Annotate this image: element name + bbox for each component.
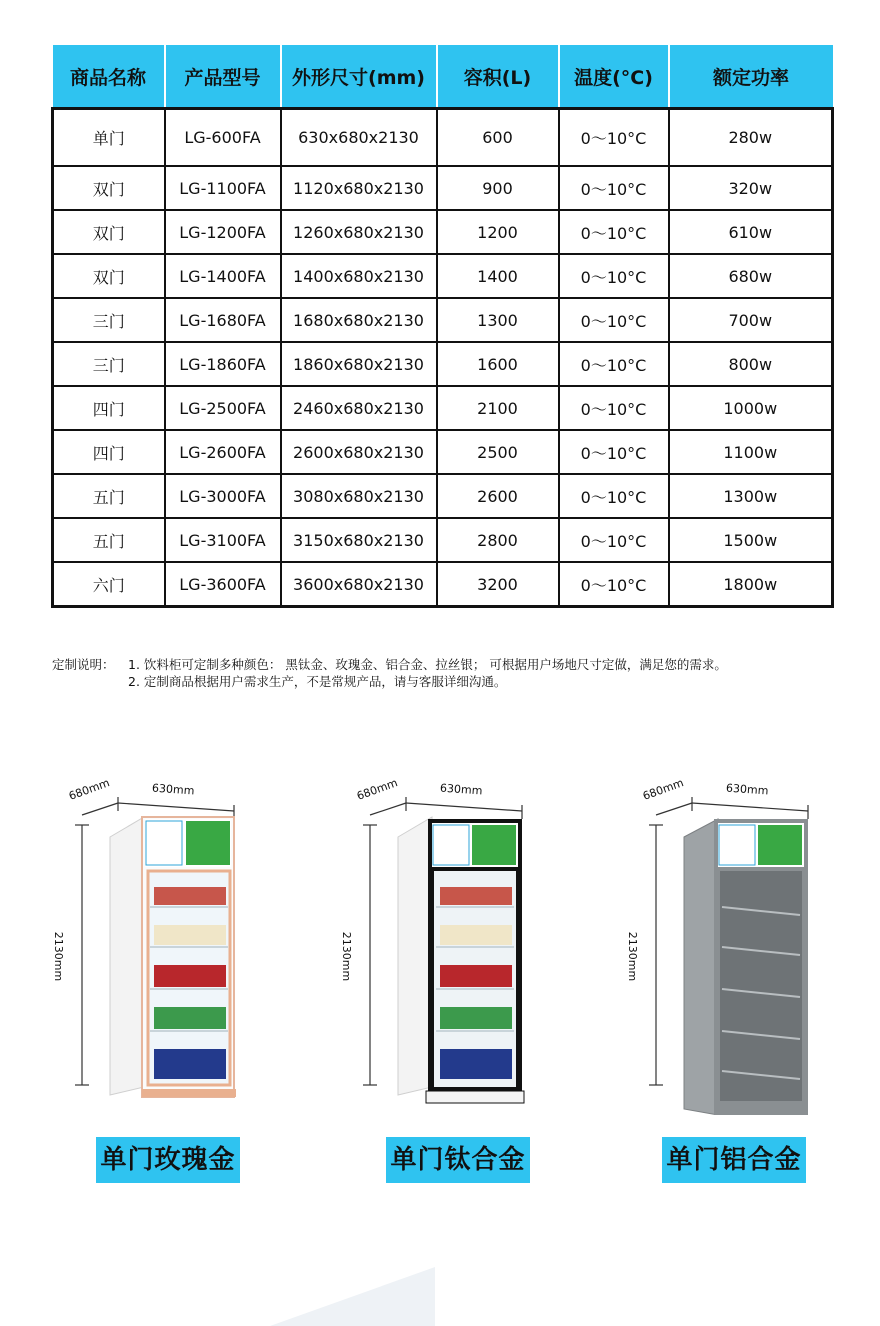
cell-product-name: 六门 — [53, 562, 165, 607]
cell-dimensions: 630x680x2130 — [281, 109, 437, 167]
product-caption: 单门玫瑰金 — [96, 1137, 240, 1183]
fridge-rose-gold-image — [52, 775, 252, 1115]
cell-product-name: 双门 — [53, 254, 165, 298]
depth-label: 680mm — [355, 776, 400, 803]
table-row — [53, 109, 833, 167]
cell-model: LG-1100FA — [165, 166, 281, 210]
product-aluminum — [626, 775, 880, 1185]
cell-power: 320w — [669, 166, 833, 210]
cell-product-name: 四门 — [53, 430, 165, 474]
cell-volume: 1300 — [437, 298, 559, 342]
cell-dimensions: 2460x680x2130 — [281, 386, 437, 430]
cell-power: 1100w — [669, 430, 833, 474]
table-row — [53, 342, 833, 386]
cell-power: 1500w — [669, 518, 833, 562]
height-label: 2130mm — [626, 931, 640, 982]
cell-power: 680w — [669, 254, 833, 298]
cell-model: LG-2500FA — [165, 386, 281, 430]
cell-volume: 1600 — [437, 342, 559, 386]
table-row — [53, 210, 833, 254]
table-row — [53, 386, 833, 430]
header-temperature: 温度(°C) — [559, 45, 669, 109]
spec-table — [51, 45, 834, 608]
cell-model: LG-1680FA — [165, 298, 281, 342]
cell-temperature: 0～10°C — [559, 386, 669, 430]
cell-model: LG-1860FA — [165, 342, 281, 386]
cell-volume: 600 — [437, 109, 559, 167]
height-label: 2130mm — [340, 931, 354, 982]
header-dimensions: 外形尺寸(mm) — [281, 45, 437, 109]
height-label: 2130mm — [52, 931, 66, 982]
cell-power: 800w — [669, 342, 833, 386]
table-row — [53, 518, 833, 562]
cell-power: 700w — [669, 298, 833, 342]
cell-product-name: 双门 — [53, 166, 165, 210]
cell-volume: 1400 — [437, 254, 559, 298]
cell-product-name: 三门 — [53, 298, 165, 342]
cell-dimensions: 1860x680x2130 — [281, 342, 437, 386]
cell-model: LG-1400FA — [165, 254, 281, 298]
cell-volume: 2600 — [437, 474, 559, 518]
cell-product-name: 五门 — [53, 474, 165, 518]
cell-product-name: 四门 — [53, 386, 165, 430]
cell-volume: 1200 — [437, 210, 559, 254]
fridge-titanium-image — [340, 775, 540, 1115]
fridge-aluminum-image — [626, 775, 826, 1115]
cell-temperature: 0～10°C — [559, 474, 669, 518]
cell-power: 610w — [669, 210, 833, 254]
bottom-decoration — [0, 1255, 880, 1326]
note-item-1: 1. 饮料柜可定制多种颜色： 黑钛金、玫瑰金、铝合金、拉丝银； 可根据用户场地尺寸定做，满足您的需求。 — [128, 657, 727, 672]
cell-model: LG-3600FA — [165, 562, 281, 607]
cell-dimensions: 1260x680x2130 — [281, 210, 437, 254]
cell-model: LG-2600FA — [165, 430, 281, 474]
cell-model: LG-1200FA — [165, 210, 281, 254]
cell-volume: 2500 — [437, 430, 559, 474]
table-row — [53, 430, 833, 474]
cell-power: 1800w — [669, 562, 833, 607]
table-row — [53, 298, 833, 342]
depth-label: 680mm — [641, 776, 686, 803]
cell-product-name: 单门 — [53, 109, 165, 167]
cell-dimensions: 3150x680x2130 — [281, 518, 437, 562]
cell-temperature: 0～10°C — [559, 254, 669, 298]
cell-temperature: 0～10°C — [559, 342, 669, 386]
width-label: 630mm — [725, 781, 769, 798]
product-rose-gold — [52, 775, 322, 1185]
cell-product-name: 五门 — [53, 518, 165, 562]
product-titanium — [340, 775, 610, 1185]
cell-volume: 3200 — [437, 562, 559, 607]
header-volume: 容积(L) — [437, 45, 559, 109]
width-label: 630mm — [151, 781, 195, 798]
cell-temperature: 0～10°C — [559, 430, 669, 474]
product-caption: 单门钛合金 — [386, 1137, 530, 1183]
cell-temperature: 0～10°C — [559, 210, 669, 254]
header-model: 产品型号 — [165, 45, 281, 109]
table-row — [53, 474, 833, 518]
cell-temperature: 0～10°C — [559, 109, 669, 167]
cell-temperature: 0～10°C — [559, 562, 669, 607]
depth-label: 680mm — [67, 776, 112, 803]
cell-dimensions: 3080x680x2130 — [281, 474, 437, 518]
header-power: 额定功率 — [669, 45, 833, 109]
product-caption: 单门铝合金 — [662, 1137, 806, 1183]
notes-label: 定制说明： — [52, 657, 115, 672]
cell-product-name: 三门 — [53, 342, 165, 386]
cell-dimensions: 1680x680x2130 — [281, 298, 437, 342]
cell-power: 280w — [669, 109, 833, 167]
cell-volume: 900 — [437, 166, 559, 210]
cell-product-name: 双门 — [53, 210, 165, 254]
cell-power: 1300w — [669, 474, 833, 518]
cell-volume: 2100 — [437, 386, 559, 430]
note-item-2: 2. 定制商品根据用户需求生产，不是常规产品，请与客服详细沟通。 — [128, 674, 507, 689]
table-row — [53, 166, 833, 210]
cell-temperature: 0～10°C — [559, 518, 669, 562]
table-row — [53, 254, 833, 298]
cell-volume: 2800 — [437, 518, 559, 562]
table-header-row — [53, 45, 833, 109]
cell-dimensions: 1120x680x2130 — [281, 166, 437, 210]
cell-dimensions: 2600x680x2130 — [281, 430, 437, 474]
cell-power: 1000w — [669, 386, 833, 430]
cell-model: LG-3000FA — [165, 474, 281, 518]
table-row — [53, 562, 833, 607]
cell-temperature: 0～10°C — [559, 166, 669, 210]
width-label: 630mm — [439, 781, 483, 798]
header-product-name: 商品名称 — [53, 45, 165, 109]
cell-temperature: 0～10°C — [559, 298, 669, 342]
cell-model: LG-3100FA — [165, 518, 281, 562]
cell-dimensions: 3600x680x2130 — [281, 562, 437, 607]
cell-model: LG-600FA — [165, 109, 281, 167]
cell-dimensions: 1400x680x2130 — [281, 254, 437, 298]
